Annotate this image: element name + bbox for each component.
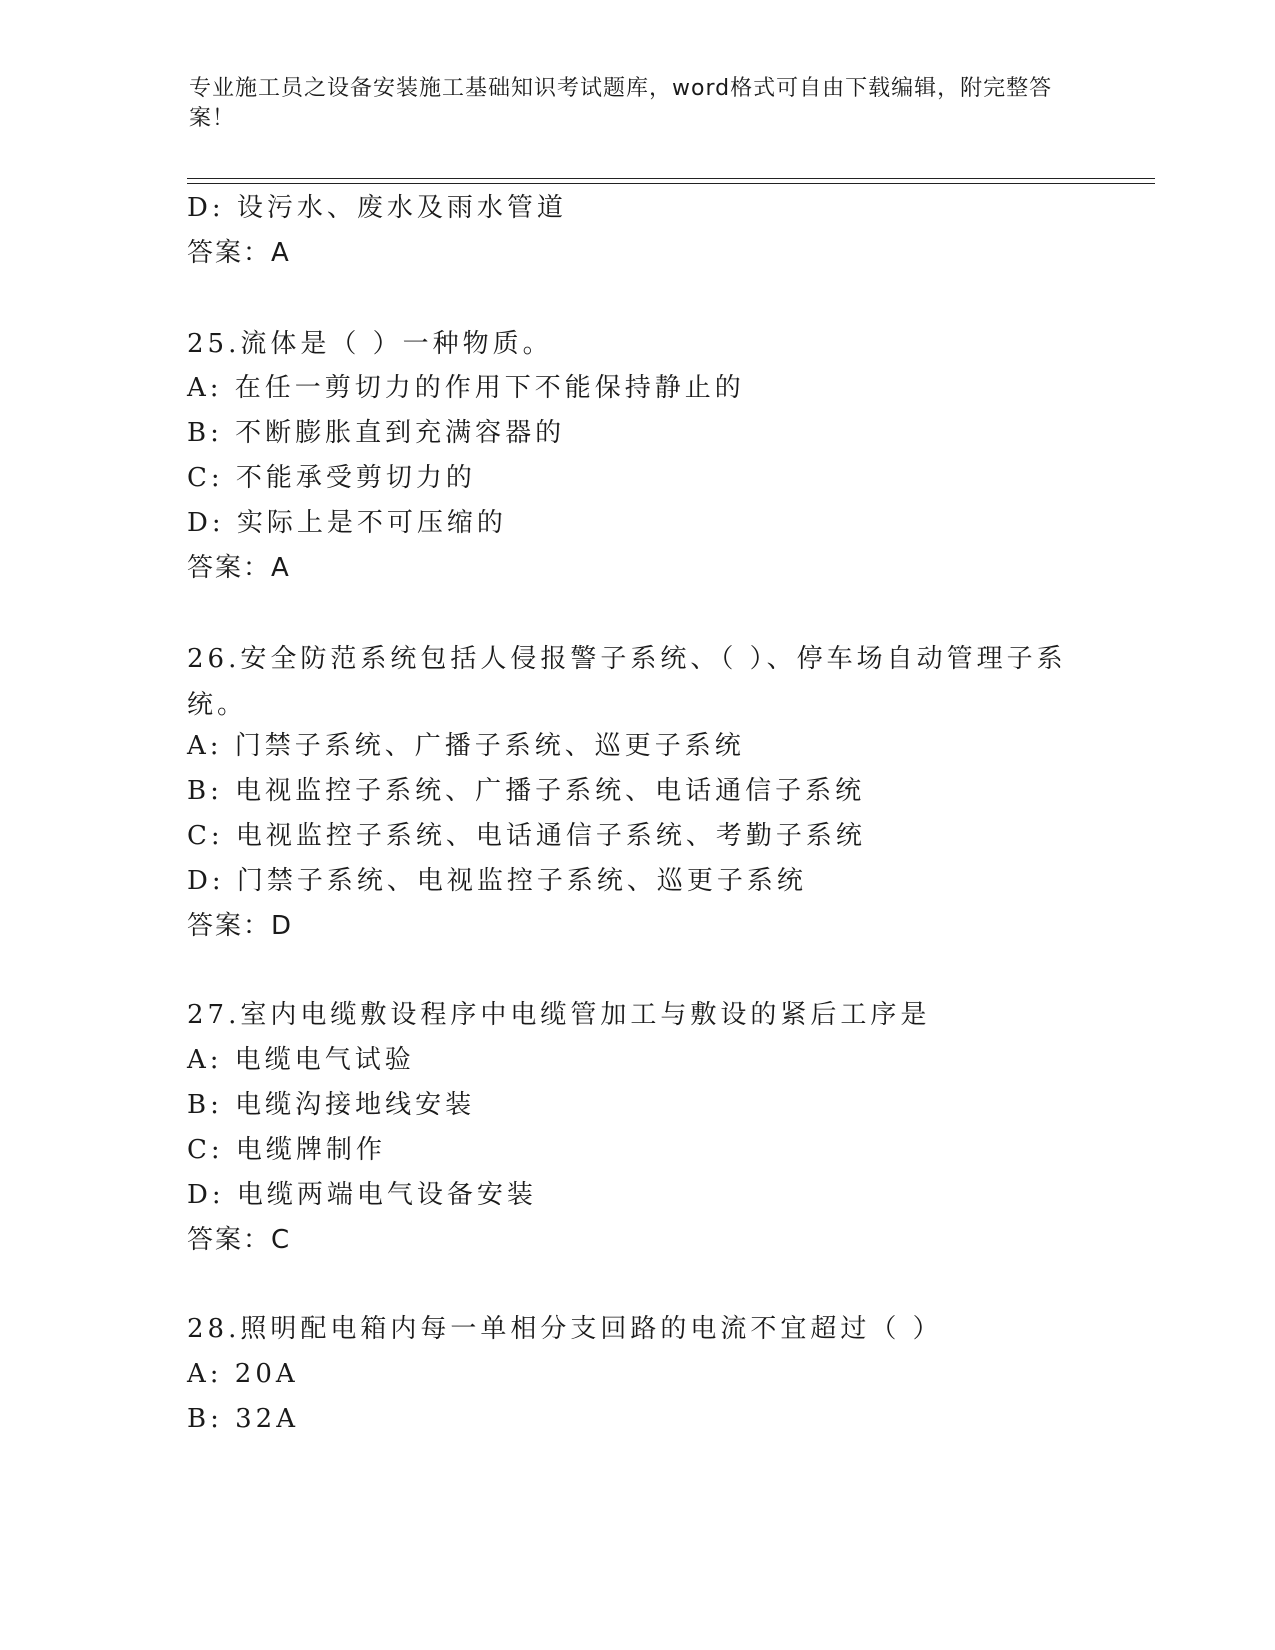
question-28-option-a: A: 20A (187, 1359, 299, 1389)
question-27-option-b: B: 电缆沟接地线安装 (187, 1090, 476, 1120)
question-27-option-d: D: 电缆两端电气设备安装 (187, 1180, 537, 1210)
question-26-option-c: C: 电视监控子系统、电话通信子系统、考勤子系统 (187, 821, 866, 851)
header-divider-bottom (187, 183, 1155, 184)
question-25-option-a: A: 在任一剪切力的作用下不能保持静止的 (187, 373, 745, 403)
question-27-answer: 答案：C (187, 1225, 292, 1255)
question-26-answer: 答案：D (187, 911, 294, 941)
document-header: 专业施工员之设备安装施工基础知识考试题库，word格式可自由下载编辑，附完整答案！ (189, 76, 1053, 131)
question-28-option-b: B: 32A (187, 1404, 299, 1434)
question-26-option-b: B: 电视监控子系统、广播子系统、电话通信子系统 (187, 776, 866, 806)
question-26-option-a: A: 门禁子系统、广播子系统、巡更子系统 (187, 731, 745, 761)
header-divider-top (187, 178, 1155, 179)
question-27-option-a: A: 电缆电气试验 (187, 1045, 415, 1075)
question-28-stem: 28.照明配电箱内每一单相分支回路的电流不宜超过（ ） (187, 1314, 943, 1344)
question-25-answer: 答案：A (187, 553, 291, 583)
question-27-stem: 27.室内电缆敷设程序中电缆管加工与敷设的紧后工序是 (187, 1000, 931, 1030)
prev-option-d: D: 设污水、废水及雨水管道 (187, 193, 567, 223)
question-25-option-b: B: 不断膨胀直到充满容器的 (187, 418, 566, 448)
question-26-option-d: D: 门禁子系统、电视监控子系统、巡更子系统 (187, 866, 807, 896)
prev-answer: 答案：A (187, 238, 291, 268)
question-25-stem: 25.流体是（ ）一种物质。 (187, 329, 553, 359)
question-27-option-c: C: 电缆牌制作 (187, 1135, 386, 1165)
question-25-option-d: D: 实际上是不可压缩的 (187, 508, 507, 538)
question-26-stem: 26.安全防范系统包括人侵报警子系统、（ ）、停车场自动管理子系统。 (187, 644, 1067, 720)
question-25-option-c: C: 不能承受剪切力的 (187, 463, 476, 493)
